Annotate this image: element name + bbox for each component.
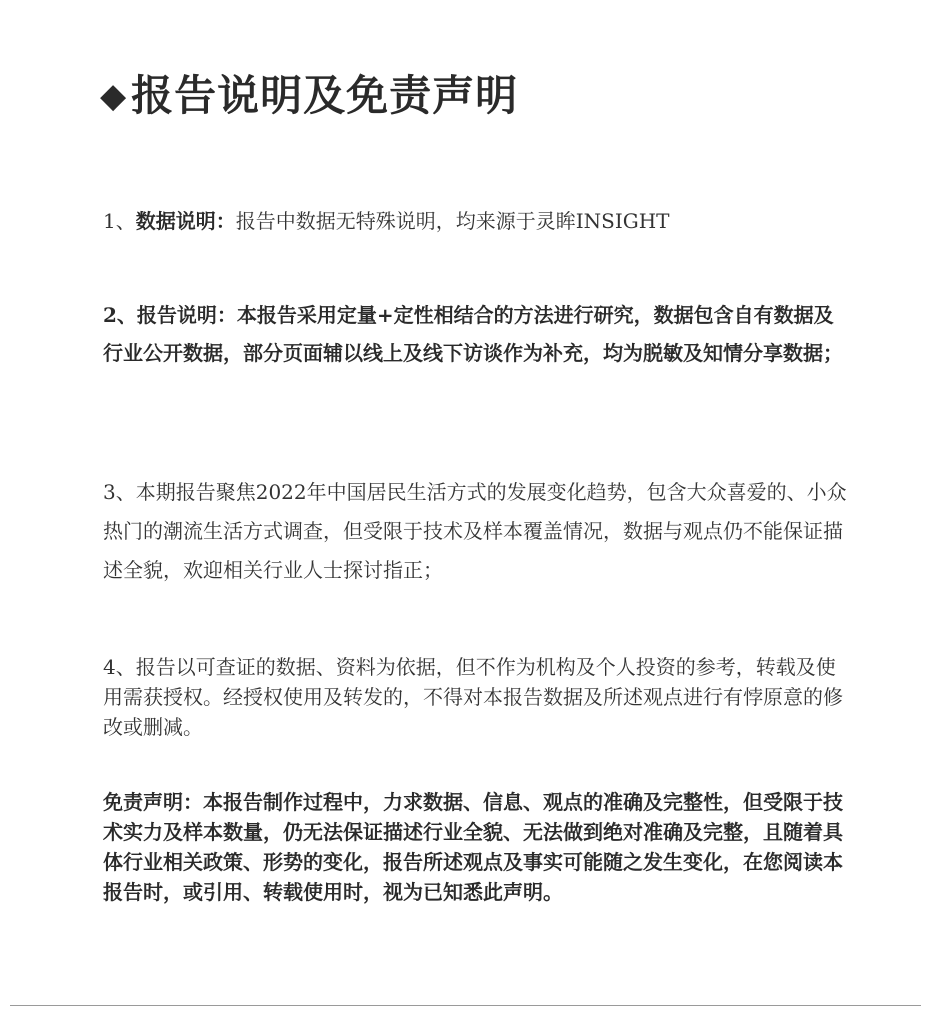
data-note-label: 数据说明：	[135, 209, 236, 233]
data-note-paragraph	[103, 206, 848, 236]
data-note-prefix: 1、	[103, 209, 136, 233]
report-note-label: 报告说明：	[136, 303, 237, 327]
report-note-prefix: 2、	[103, 303, 137, 327]
disclaimer-paragraph: 免责声明：本报告制作过程中，力求数据、信息、观点的准确及完整性，但受限于技术实力及样本数量，仍无法保证描述行业全貌、无法做到绝对准确及完整，且随着具体行业相关政策、形势的变化，报告所述观点及事实可能随之发生变化，在您阅读本报告时，或引用、转载使用时，视为已知悉此声明。	[103, 790, 843, 904]
page-title-text: 报告说明及免责声明	[131, 71, 519, 120]
report-note-paragraph	[103, 296, 848, 372]
usage-note-paragraph: 4、报告以可查证的数据、资料为依据，但不作为机构及个人投资的参考，转载及使用需获授权。经授权使用及转发的，不得对本报告数据及所述观点进行有悖原意的修改或删减。	[103, 655, 843, 739]
report-note-text: 本报告采用定量+定性相结合的方法进行研究，数据包含自有数据及行业公开数据，部分页面辅以线上及线下访谈作为补充，均为脱敏及知情分享数据；	[103, 303, 843, 365]
bottom-divider	[10, 1005, 921, 1006]
page-title	[100, 70, 518, 122]
focus-note-paragraph: 3、本期报告聚焦2022年中国居民生活方式的发展变化趋势，包含大众喜爱的、小众热门的潮流生活方式调查，但受限于技术及样本覆盖情况，数据与观点仍不能保证描述全貌，欢迎相关行业人士探讨指正；	[103, 480, 847, 582]
data-note-text: 报告中数据无特殊说明，均来源于灵眸INSIGHT	[235, 209, 670, 233]
diamond-bullet-icon: ◆	[100, 76, 128, 116]
